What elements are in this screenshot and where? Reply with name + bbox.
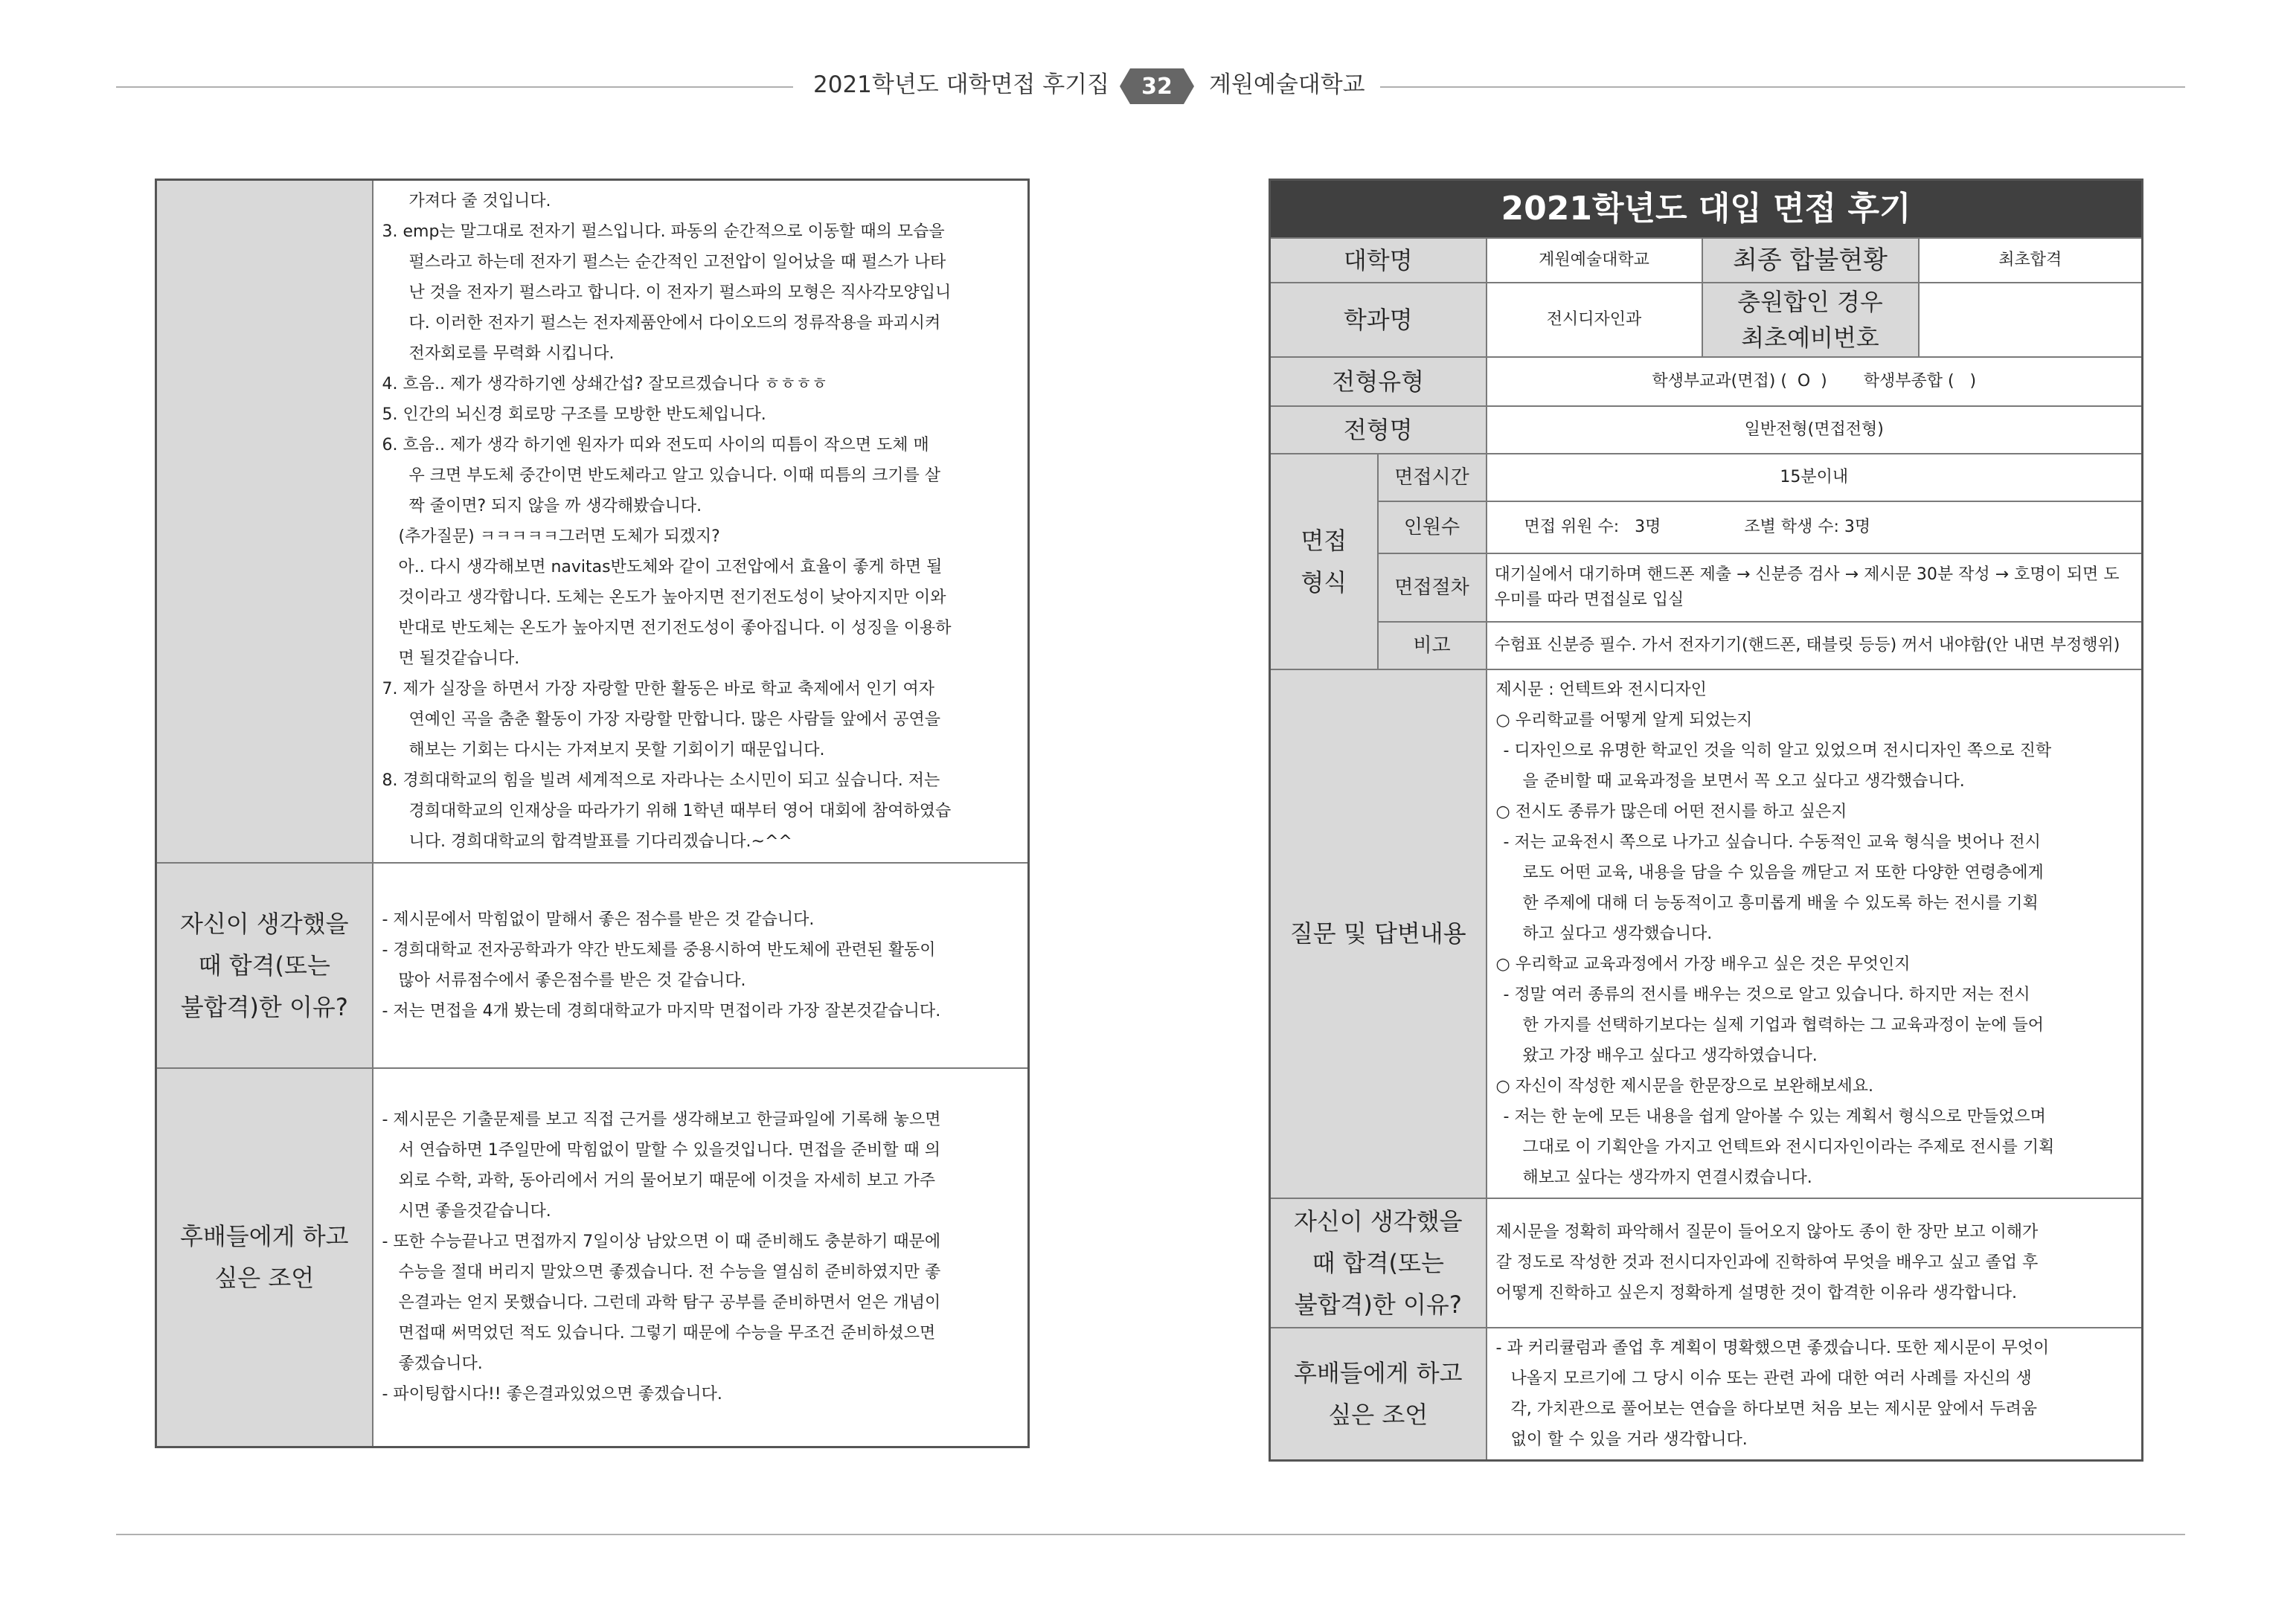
- text-line: 펄스라고 하는데 전자기 펄스는 순간적인 고전압이 일어났을 때 펄스가 나타: [408, 252, 946, 271]
- right-reason-list: [1496, 1217, 2132, 1308]
- label-line: 형식: [1301, 568, 1347, 597]
- text-line: 8. 경희대학교의 힘을 빌려 세계적으로 자라나는 소시민이 되고 싶습니다. 저는: [382, 771, 940, 790]
- text-line: 해보는 기회는 다시는 가져보지 못할 기회이기 때문입니다.: [408, 740, 825, 759]
- right-review-table: [1269, 179, 2143, 1462]
- qa-list: [1496, 675, 2132, 1193]
- right-type-row: [1270, 357, 2143, 406]
- left-answers-cell: [373, 180, 1029, 863]
- left-reason-cell: [373, 863, 1029, 1068]
- text-line: 제시문 : 언텍트와 전시디자인: [1495, 680, 1707, 699]
- text-line: ○ 자신이 작성한 제시문을 한문장으로 보완해보세요.: [1495, 1076, 1873, 1096]
- format-note-label: 비고: [1378, 622, 1487, 669]
- left-review-table: [155, 179, 1030, 1448]
- text-line: 외로 수학, 과학, 동아리에서 거의 물어보기 때문에 이것을 자세히 보고 가주: [398, 1172, 935, 1191]
- label-line: 면접: [1301, 526, 1347, 555]
- header-right-title: 계원예술대학교: [1209, 71, 1365, 98]
- text-line: 니다. 경희대학교의 합격발표를 기다리겠습니다.~^^: [408, 832, 792, 851]
- text-line: 시면 좋을것같습니다.: [398, 1202, 551, 1221]
- text-line: 3. emp는 말그대로 전자기 펄스입니다. 파동의 순간적으로 이동할 때의 모습을: [382, 222, 945, 241]
- right-advice-label: [1270, 1328, 1487, 1461]
- format-time-label: 면접시간: [1378, 454, 1487, 501]
- text-line: 수능을 절대 버리지 말았으면 좋겠습니다. 전 수능을 열심히 준비하였지만 좋: [398, 1263, 941, 1282]
- right-advice-row: [1270, 1328, 2143, 1461]
- header-rule-left: [116, 86, 793, 88]
- admission-label: 전형명: [1270, 406, 1487, 454]
- header-rule-right: [1380, 86, 2185, 88]
- result-label: 최종 합불현황: [1702, 238, 1919, 283]
- text-line: 어떻게 진학하고 싶은지 정확하게 설명한 것이 합격한 이유라 생각합니다.: [1495, 1284, 2018, 1302]
- text-line: 많아 서류점수에서 좋은점수를 받은 것 같습니다.: [398, 971, 746, 990]
- format-count-value: 면접 위원 수: 3명 조별 학생 수: 3명: [1487, 501, 2143, 553]
- text-line: 다. 이러한 전자기 펄스는 전자제품안에서 다이오드의 정류작용을 파괴시켜: [408, 313, 941, 332]
- text-line: 연예인 곡을 춤춘 활동이 가장 자랑할 만합니다. 많은 사람들 앞에서 공연을: [408, 710, 940, 729]
- label-line: 자신이 생각했을: [179, 909, 349, 938]
- left-row-reason: [156, 863, 1029, 1068]
- left-reason-label: [156, 863, 373, 1068]
- text-line: 아.. 다시 생각해보면 navitas반도체와 같이 고전압에서 효율이 좋게 하면 될: [398, 557, 943, 576]
- label-line: 불합격)한 이유?: [1294, 1290, 1462, 1319]
- qa-label: 질문 및 답변내용: [1270, 669, 1487, 1198]
- waitlist-label: [1702, 283, 1919, 357]
- header-left-title: 2021학년도 대학면접 후기집: [813, 71, 1110, 98]
- text-line: 난 것을 전자기 펄스라고 합니다. 이 전자기 펄스파의 모형은 직사각모양입니: [408, 283, 952, 302]
- text-line: 은결과는 얻지 못했습니다. 그런데 과학 탐구 공부를 준비하면서 얻은 개념이: [398, 1293, 941, 1313]
- text-line: 없이 할 수 있을 거라 생각합니다.: [1510, 1430, 1748, 1449]
- text-line: - 경희대학교 전자공학과가 약간 반도체를 중용시하여 반도체에 관련된 활동이: [382, 940, 936, 960]
- text-line: - 디자인으로 유명한 학교인 것을 익히 알고 있었으며 전시디자인 쪽으로 진학: [1503, 741, 2052, 760]
- text-line: 한 가지를 선택하기보다는 실제 기업과 협력하는 그 교육과정이 눈에 들어: [1522, 1015, 2045, 1035]
- text-line: - 저는 교육전시 쪽으로 나가고 싶습니다. 수동적인 교육 형식을 벗어나 전시: [1503, 832, 2041, 852]
- univ-label: 대학명: [1270, 238, 1487, 283]
- format-note-value: 수험표 신분증 필수. 가서 전자기기(핸드폰, 태블릿 등등) 꺼서 내야함(안 내면 부정행위): [1487, 622, 2143, 669]
- text-line: 나올지 모르기에 그 당시 이슈 또는 관련 과에 대한 여러 사례를 자신의 생: [1510, 1369, 2032, 1388]
- text-line: 해보고 싶다는 생각까지 연결시켰습니다.: [1522, 1168, 1812, 1187]
- format-row-procedure: [1270, 553, 2143, 622]
- text-line: - 파이팅합시다!! 좋은결과있었으면 좋겠습니다.: [382, 1385, 722, 1404]
- admission-value: 일반전형(면접전형): [1487, 406, 2143, 454]
- label-line: 충원합인 경우: [1737, 287, 1883, 316]
- right-univ-row: [1270, 238, 2143, 283]
- right-advice-cell: [1487, 1328, 2143, 1461]
- type-value: 학생부교과(면접) ( O ) 학생부종합 ( ): [1487, 357, 2143, 406]
- text-line: - 또한 수능끝나고 면접까지 7일이상 남았으면 이 때 준비해도 충분하기 때문에: [382, 1232, 941, 1252]
- text-line: ○ 우리학교 교육과정에서 가장 배우고 싶은 것은 무엇인지: [1495, 954, 1911, 974]
- text-line: - 저는 한 눈에 모든 내용을 쉽게 알아볼 수 있는 계획서 형식으로 만들었으며: [1503, 1107, 2046, 1126]
- right-title-row: [1270, 180, 2143, 238]
- text-line: 하고 싶다고 생각했습니다.: [1522, 924, 1713, 943]
- text-line: - 과 커리큘럼과 졸업 후 계획이 명확했으면 좋겠습니다. 또한 제시문이 무엇이: [1495, 1338, 2050, 1357]
- dept-value: 전시디자인과: [1487, 283, 1702, 357]
- text-line: - 제시문에서 막힘없이 말해서 좋은 점수를 받은 것 같습니다.: [382, 910, 815, 929]
- page-number: 32: [1141, 73, 1173, 100]
- text-line: 로도 어떤 교육, 내용을 담을 수 있음을 깨닫고 저 또한 다양한 연령층에게: [1522, 863, 2044, 882]
- right-table-title: 2021학년도 대입 면접 후기: [1270, 180, 2143, 238]
- univ-value: 계원예술대학교: [1487, 238, 1702, 283]
- right-admission-row: [1270, 406, 2143, 454]
- text-line: 7. 제가 실장을 하면서 가장 자랑할 만한 활동은 바로 학교 축제에서 인기 여자: [382, 679, 934, 698]
- text-line: (추가질문) ㅋㅋㅋㅋㅋ그러면 도체가 되겠지?: [398, 527, 720, 546]
- text-line: ○ 전시도 종류가 많은데 어떤 전시를 하고 싶은지: [1495, 802, 1847, 821]
- left-reason-list: [382, 904, 1018, 1026]
- qa-row: [1270, 669, 2143, 1198]
- text-line: 경희대학교의 인재상을 따라가기 위해 1학년 때부터 영어 대회에 참여하였습: [408, 801, 952, 820]
- label-line: 최초예비번호: [1741, 323, 1879, 352]
- left-row-answers: [156, 180, 1029, 863]
- left-advice-list: [382, 1105, 1018, 1410]
- text-line: 가져다 줄 것입니다.: [408, 191, 551, 210]
- format-row-note: [1270, 622, 2143, 669]
- right-reason-cell: [1487, 1198, 2143, 1328]
- text-line: 것이라고 생각합니다. 도체는 온도가 높아지면 전기전도성이 낮아지지만 이와: [398, 588, 946, 607]
- text-line: 면 될것같습니다.: [398, 649, 520, 668]
- text-line: - 저는 면접을 4개 봤는데 경희대학교가 마지막 면접이라 가장 잘본것같습니다.: [382, 1001, 941, 1021]
- text-line: - 제시문은 기출문제를 보고 직접 근거를 생각해보고 한글파일에 기록해 놓으면: [382, 1111, 941, 1130]
- footer-rule: [116, 1534, 2185, 1535]
- left-answers-list: [382, 186, 1018, 857]
- text-line: 6. 흐음.. 제가 생각 하기엔 원자가 띠와 전도띠 사이의 띠틈이 작으면 도체 매: [382, 435, 929, 454]
- text-line: 갈 정도로 작성한 것과 전시디자인과에 진학하여 무엇을 배우고 싶고 졸업 후: [1495, 1253, 2039, 1272]
- text-line: 을 준비할 때 교육과정을 보면서 꼭 오고 싶다고 생각했습니다.: [1522, 771, 1965, 791]
- label-line: 후배들에게 하고: [179, 1222, 349, 1251]
- text-line: 반대로 반도체는 온도가 높아지면 전기전도성이 좋아집니다. 이 성징을 이용하: [398, 618, 952, 637]
- left-row-advice: [156, 1068, 1029, 1447]
- type-label: 전형유형: [1270, 357, 1487, 406]
- format-label: [1270, 454, 1378, 669]
- label-line: 싶은 조언: [1328, 1400, 1428, 1429]
- label-line: 때 합격(또는: [1312, 1248, 1444, 1277]
- format-procedure-value: 대기실에서 대기하며 핸드폰 제출 → 신분증 검사 → 제시문 30분 작성 → 호명이 되면 도우미를 따라 면접실로 입실: [1487, 553, 2143, 622]
- format-procedure-label: 면접절차: [1378, 553, 1487, 622]
- label-line: 후배들에게 하고: [1293, 1358, 1463, 1387]
- label-line: 자신이 생각했을: [1293, 1206, 1463, 1235]
- text-line: - 정말 여러 종류의 전시를 배우는 것으로 알고 있습니다. 하지만 저는 전시: [1503, 985, 2030, 1004]
- text-line: 한 주제에 대해 더 능동적이고 흥미롭게 배울 수 있도록 하는 전시를 기획: [1522, 893, 2039, 913]
- format-row-count: [1270, 501, 2143, 553]
- text-line: 짝 줄이면? 되지 않을 까 생각해봤습니다.: [408, 496, 702, 515]
- qa-cell: [1487, 669, 2143, 1198]
- text-line: 각, 가치관으로 풀어보는 연습을 하다보면 처음 보는 제시문 앞에서 두려움: [1510, 1399, 2037, 1418]
- format-time-value: 15분이내: [1487, 454, 2143, 501]
- text-line: 전자회로를 무력화 시킵니다.: [408, 344, 615, 363]
- text-line: 서 연습하면 1주일만에 막힘없이 말할 수 있을것입니다. 면접을 준비할 때 의: [398, 1141, 940, 1160]
- right-dept-row: [1270, 283, 2143, 357]
- text-line: 4. 흐음.. 제가 생각하기엔 상쇄간섭? 잘모르겠습니다 ㅎㅎㅎㅎ: [382, 374, 828, 393]
- left-advice-cell: [373, 1068, 1029, 1447]
- label-line: 때 합격(또는: [198, 951, 330, 980]
- left-advice-label: [156, 1068, 373, 1447]
- dept-label: 학과명: [1270, 283, 1487, 357]
- right-reason-label: [1270, 1198, 1487, 1328]
- right-reason-row: [1270, 1198, 2143, 1328]
- format-row-time: [1270, 454, 2143, 501]
- left-answers-label-cell: [156, 180, 373, 863]
- text-line: 왔고 가장 배우고 싶다고 생각하였습니다.: [1522, 1046, 1818, 1065]
- page-number-badge: [1120, 65, 1194, 107]
- right-advice-list: [1496, 1333, 2132, 1455]
- waitlist-value: [1919, 283, 2143, 357]
- text-line: 제시문을 정확히 파악해서 질문이 들어오지 않아도 종이 한 장만 보고 이해가: [1495, 1223, 2039, 1241]
- label-line: 싶은 조언: [214, 1264, 315, 1293]
- result-value: 최초합격: [1919, 238, 2143, 283]
- text-line: 면접때 써먹었던 적도 있습니다. 그렇기 때문에 수능을 무조건 준비하셨으면: [398, 1324, 936, 1343]
- label-line: 불합격)한 이유?: [180, 992, 348, 1021]
- text-line: 5. 인간의 뇌신경 회로망 구조를 모방한 반도체입니다.: [382, 405, 766, 424]
- format-count-label: 인원수: [1378, 501, 1487, 553]
- text-line: 좋겠습니다.: [398, 1354, 483, 1374]
- text-line: 그대로 이 기획안을 가지고 언텍트와 전시디자인이라는 주제로 전시를 기획: [1522, 1137, 2055, 1157]
- text-line: 우 크면 부도체 중간이면 반도체라고 알고 있습니다. 이때 띠틈의 크기를 살: [408, 466, 940, 485]
- text-line: ○ 우리학교를 어떻게 알게 되었는지: [1495, 710, 1753, 730]
